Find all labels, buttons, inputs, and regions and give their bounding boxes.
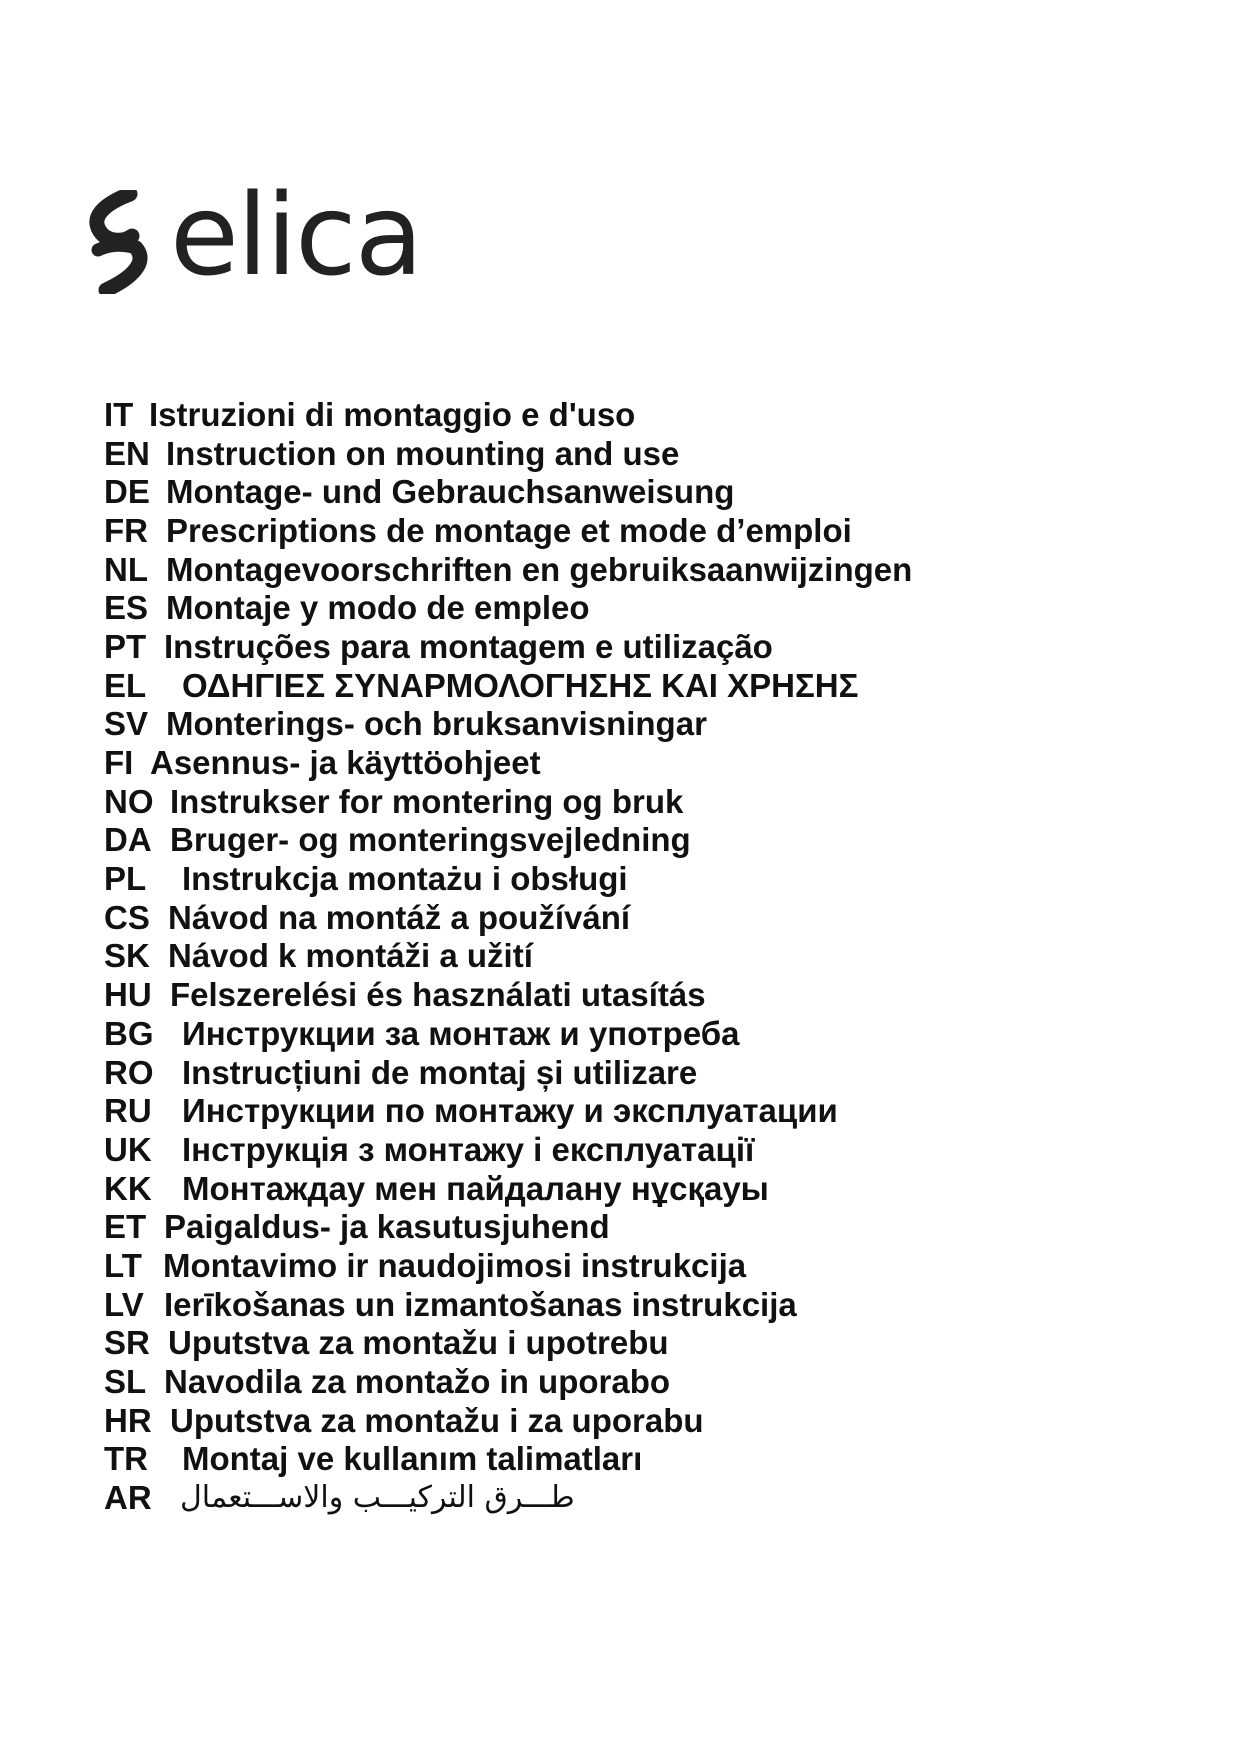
language-item-sv <box>104 705 912 744</box>
language-list <box>104 395 912 1517</box>
language-code: RO <box>104 1053 154 1091</box>
language-title: Montaj ve kullanım talimatları <box>182 1440 643 1478</box>
language-item-uk <box>104 1130 912 1169</box>
language-title: Instrukser for montering og bruk <box>170 782 684 820</box>
language-title: ΟΔΗΓΙΕΣ ΣΥΝΑΡΜΟΛΟΓΗΣΗΣ ΚΑΙ ΧΡΗΣΗΣ <box>182 666 859 704</box>
language-title: Инструкции за монтаж и употреба <box>182 1014 740 1052</box>
language-code: DA <box>104 821 152 859</box>
language-code: PL <box>104 860 147 898</box>
language-code: ES <box>104 589 149 627</box>
language-code: SL <box>104 1363 147 1401</box>
language-item-tr <box>104 1440 912 1479</box>
language-item-lt <box>104 1246 912 1285</box>
language-item-cs <box>104 898 912 937</box>
language-item-ro <box>104 1053 912 1092</box>
language-item-fr <box>104 511 912 550</box>
language-item-fi <box>104 743 912 782</box>
language-item-ar <box>104 1478 912 1517</box>
language-item-lv <box>104 1285 912 1324</box>
language-title: Монтаждау мен пайдалану нұсқауы <box>182 1169 769 1207</box>
language-title: Instruções para montagem e utilização <box>164 627 773 665</box>
language-title: Navodila za montažo in uporabo <box>164 1363 671 1401</box>
language-code: SK <box>104 937 150 975</box>
language-code: IT <box>104 395 134 433</box>
language-title: Uputstva za montažu i za uporabu <box>170 1401 704 1439</box>
brand-wordmark: elica <box>170 171 422 301</box>
language-title: Asennus- ja käyttöohjeet <box>150 744 541 782</box>
language-item-sk <box>104 937 912 976</box>
language-title: Bruger- og monteringsvejledning <box>170 821 691 859</box>
language-item-pt <box>104 627 912 666</box>
language-item-es <box>104 588 912 627</box>
language-item-en <box>104 434 912 473</box>
language-code: LT <box>104 1246 142 1284</box>
language-code: SR <box>104 1324 150 1362</box>
language-title: Uputstva za montažu i upotrebu <box>168 1324 669 1362</box>
language-title: Ierīkošanas un izmantošanas instrukcija <box>164 1285 797 1323</box>
language-title: Montavimo ir naudojimosi instrukcija <box>163 1246 747 1284</box>
language-code: ET <box>104 1208 147 1246</box>
language-title: Felszerelési és használati utasítás <box>170 976 706 1014</box>
language-item-bg <box>104 1014 912 1053</box>
language-item-da <box>104 821 912 860</box>
language-item-sl <box>104 1362 912 1401</box>
language-code: FR <box>104 511 148 549</box>
language-title: Инструкции по монтажу и эксплуатации <box>182 1092 838 1130</box>
language-code: HU <box>104 976 152 1014</box>
brand-logo <box>84 171 422 301</box>
language-code: FI <box>104 744 134 782</box>
language-code: RU <box>104 1092 152 1130</box>
language-title: Návod na montáž a používání <box>168 898 631 936</box>
language-item-kk <box>104 1169 912 1208</box>
language-code: KK <box>104 1169 152 1207</box>
language-item-pl <box>104 859 912 898</box>
language-item-hu <box>104 975 912 1014</box>
language-item-ru <box>104 1091 912 1130</box>
language-title: Montage- und Gebrauchsanweisung <box>166 473 735 511</box>
language-item-sr <box>104 1324 912 1363</box>
language-code: UK <box>104 1130 152 1168</box>
language-title: طـــرق التركيـــب والاســـتعمال <box>180 1479 575 1515</box>
language-title: Instruction on mounting and use <box>166 434 680 472</box>
language-code: DE <box>104 473 150 511</box>
language-title: Návod k montáži a užití <box>168 937 533 975</box>
language-item-no <box>104 782 912 821</box>
language-title: Montaje y modo de empleo <box>166 589 590 627</box>
language-title: Montagevoorschriften en gebruiksaanwijzingen <box>166 550 913 588</box>
language-code: PT <box>104 627 147 665</box>
language-code: CS <box>104 898 150 936</box>
language-title: Monterings- och bruksanvisningar <box>166 705 707 743</box>
language-code: EN <box>104 434 150 472</box>
language-title: Istruzioni di montaggio e d'uso <box>149 395 636 433</box>
language-item-it <box>104 395 912 434</box>
language-item-hr <box>104 1401 912 1440</box>
language-title: Instrukcja montażu i obsługi <box>182 860 628 898</box>
language-item-nl <box>104 550 912 589</box>
language-code: AR <box>104 1479 152 1517</box>
language-code: NL <box>104 550 148 588</box>
language-code: EL <box>104 666 147 704</box>
language-code: BG <box>104 1014 154 1052</box>
elica-swirl-icon <box>84 190 154 294</box>
language-item-et <box>104 1207 912 1246</box>
language-title: Paigaldus- ja kasutusjuhend <box>164 1208 610 1246</box>
language-code: SV <box>104 705 149 743</box>
language-title: Prescriptions de montage et mode d’emploi <box>166 511 852 549</box>
language-title: Інструкція з монтажу і експлуатації <box>182 1130 755 1168</box>
language-code: LV <box>104 1285 144 1323</box>
language-item-el <box>104 666 912 705</box>
language-title: Instrucțiuni de montaj și utilizare <box>182 1053 698 1091</box>
language-code: NO <box>104 782 154 820</box>
language-code: HR <box>104 1401 152 1439</box>
language-item-de <box>104 472 912 511</box>
language-code: TR <box>104 1440 148 1478</box>
